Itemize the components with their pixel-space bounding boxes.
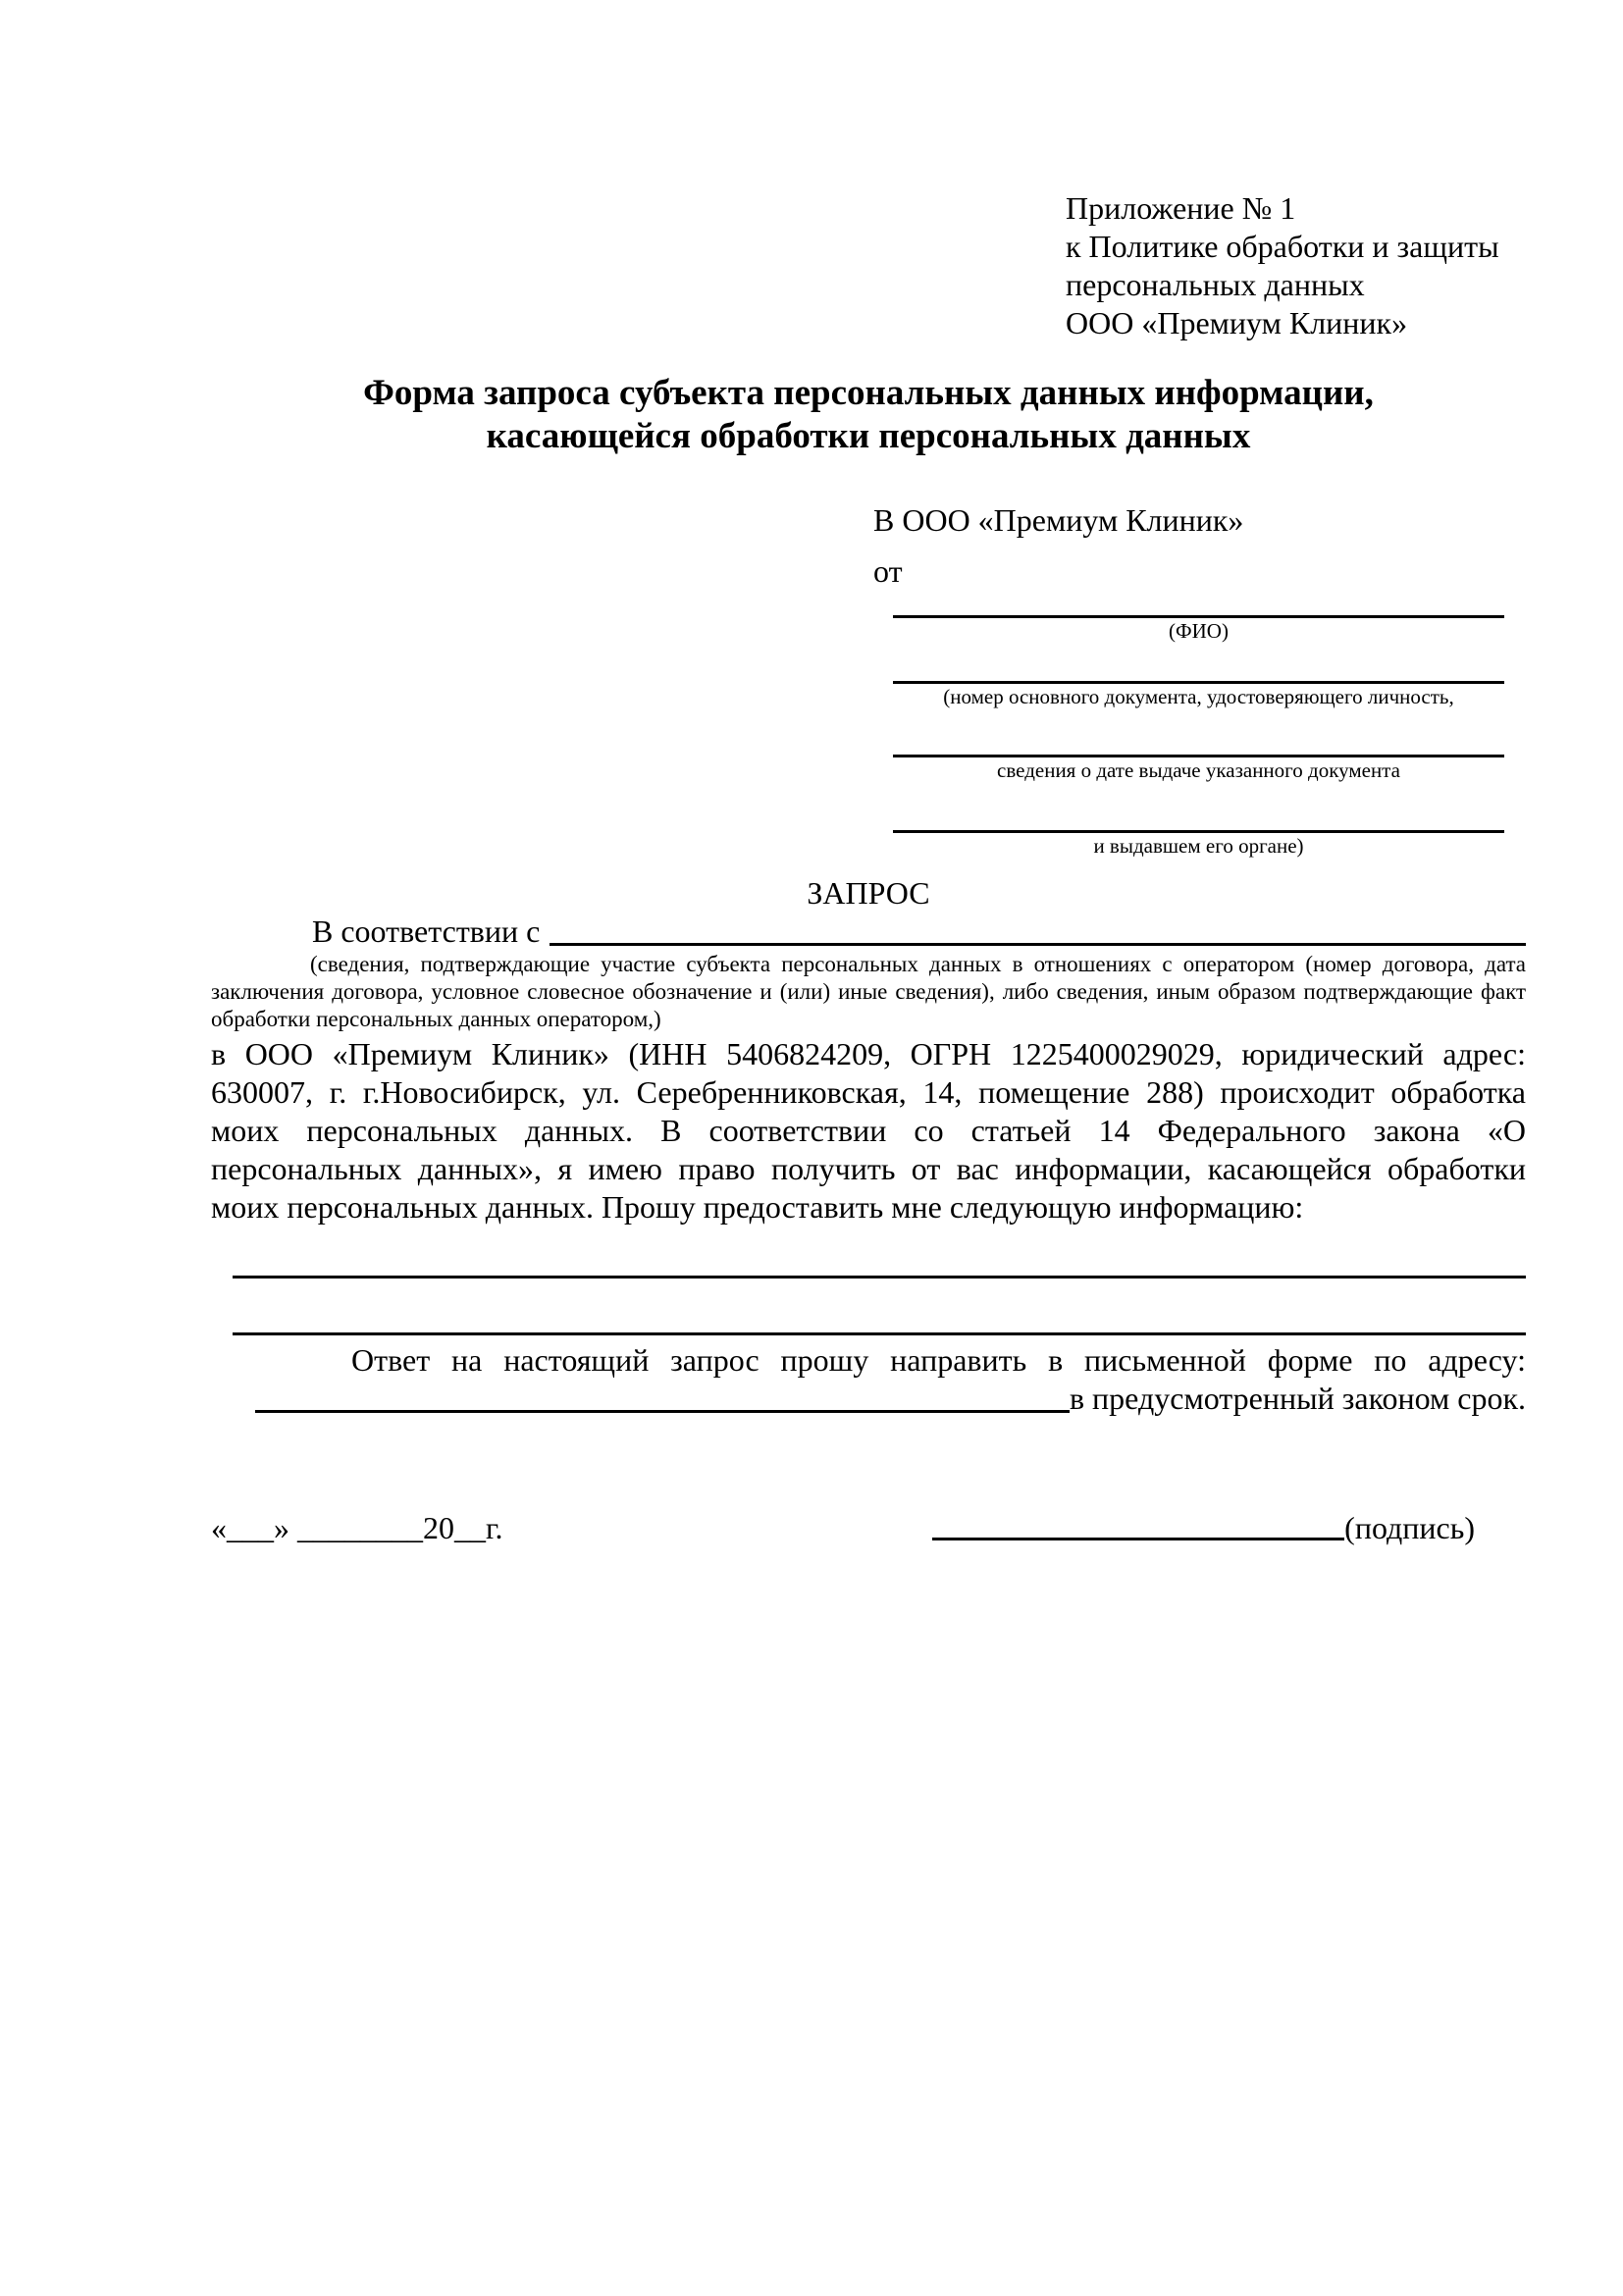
date-placeholder: «___» ________20__г. bbox=[211, 1510, 503, 1545]
fio-caption: (ФИО) bbox=[1169, 619, 1229, 643]
document-title bbox=[211, 372, 1526, 458]
annex-line: ООО «Премиум Клиник» bbox=[1066, 305, 1408, 340]
request-body-line: 630007, г. г.Новосибирск, ул. Серебренниковская, 14, помещение 288) происходит обработка bbox=[211, 1074, 1526, 1110]
annex-line: персональных данных bbox=[1066, 267, 1365, 302]
annex-header bbox=[1066, 189, 1526, 342]
issue-date-caption: сведения о дате выдаче указанного документа bbox=[997, 758, 1400, 782]
requested-info-field-line bbox=[233, 1276, 1526, 1278]
legal-note bbox=[211, 951, 1526, 1033]
request-body bbox=[211, 1035, 1526, 1226]
legal-note-line: (сведения, подтверждающие участие субъекта персональных данных в отношениях с оператором (номер договора, дата bbox=[310, 952, 1526, 976]
annex-line: к Политике обработки и защиты bbox=[1066, 229, 1499, 264]
request-body-line: моих персональных данных. В соответствии со статьей 14 Федерального закона «О bbox=[211, 1113, 1526, 1148]
accordance-line bbox=[211, 913, 1526, 951]
document-number-caption: (номер основного документа, удостоверяющего личность, bbox=[943, 685, 1454, 708]
reply-address-field-row bbox=[211, 1380, 1526, 1418]
request-body-line: персональных данных», я имею право получить от вас информации, касающейся обработки bbox=[211, 1151, 1526, 1186]
signature-field-line bbox=[932, 1538, 1344, 1540]
legal-note-line: обработки персональных данных оператором,) bbox=[211, 1007, 661, 1031]
annex-line: Приложение № 1 bbox=[1066, 190, 1296, 226]
issuing-authority-caption: и выдавшем его органе) bbox=[1093, 834, 1304, 858]
reply-deadline-text: в предусмотренный законом срок. bbox=[1069, 1381, 1526, 1416]
accordance-label: В соответствии с bbox=[312, 913, 541, 949]
signature-caption: (подпись) bbox=[1344, 1510, 1475, 1545]
requested-info-field-line bbox=[233, 1332, 1526, 1335]
addressee-from-label: от bbox=[873, 553, 903, 589]
legal-note-line: заключения договора, условное словесное обозначение и (или) иные сведения), либо сведения, иным образом подтверждающие факт bbox=[211, 979, 1526, 1004]
addressee-to: В ООО «Премиум Клиник» bbox=[873, 502, 1244, 538]
signature-area bbox=[932, 1509, 1475, 1547]
document-title-line: Форма запроса субъекта персональных данных информации, bbox=[363, 373, 1374, 413]
reply-address-line: Ответ на настоящий запрос прошу направить в письменной форме по адресу: bbox=[351, 1342, 1526, 1378]
request-body-line: моих персональных данных. Прошу предоставить мне следующую информацию: bbox=[211, 1189, 1304, 1225]
signature-row bbox=[211, 1509, 1526, 1547]
accordance-field-line bbox=[550, 913, 1526, 946]
addressee-block bbox=[873, 501, 1506, 858]
reply-address-field-line bbox=[255, 1380, 1070, 1413]
request-heading: ЗАПРОС bbox=[807, 875, 930, 911]
document-title-line: касающейся обработки персональных данных bbox=[486, 416, 1251, 456]
request-body-line: в ООО «Премиум Клиник» (ИНН 5406824209, ОГРН 1225400029029, юридический адрес: bbox=[211, 1036, 1526, 1071]
